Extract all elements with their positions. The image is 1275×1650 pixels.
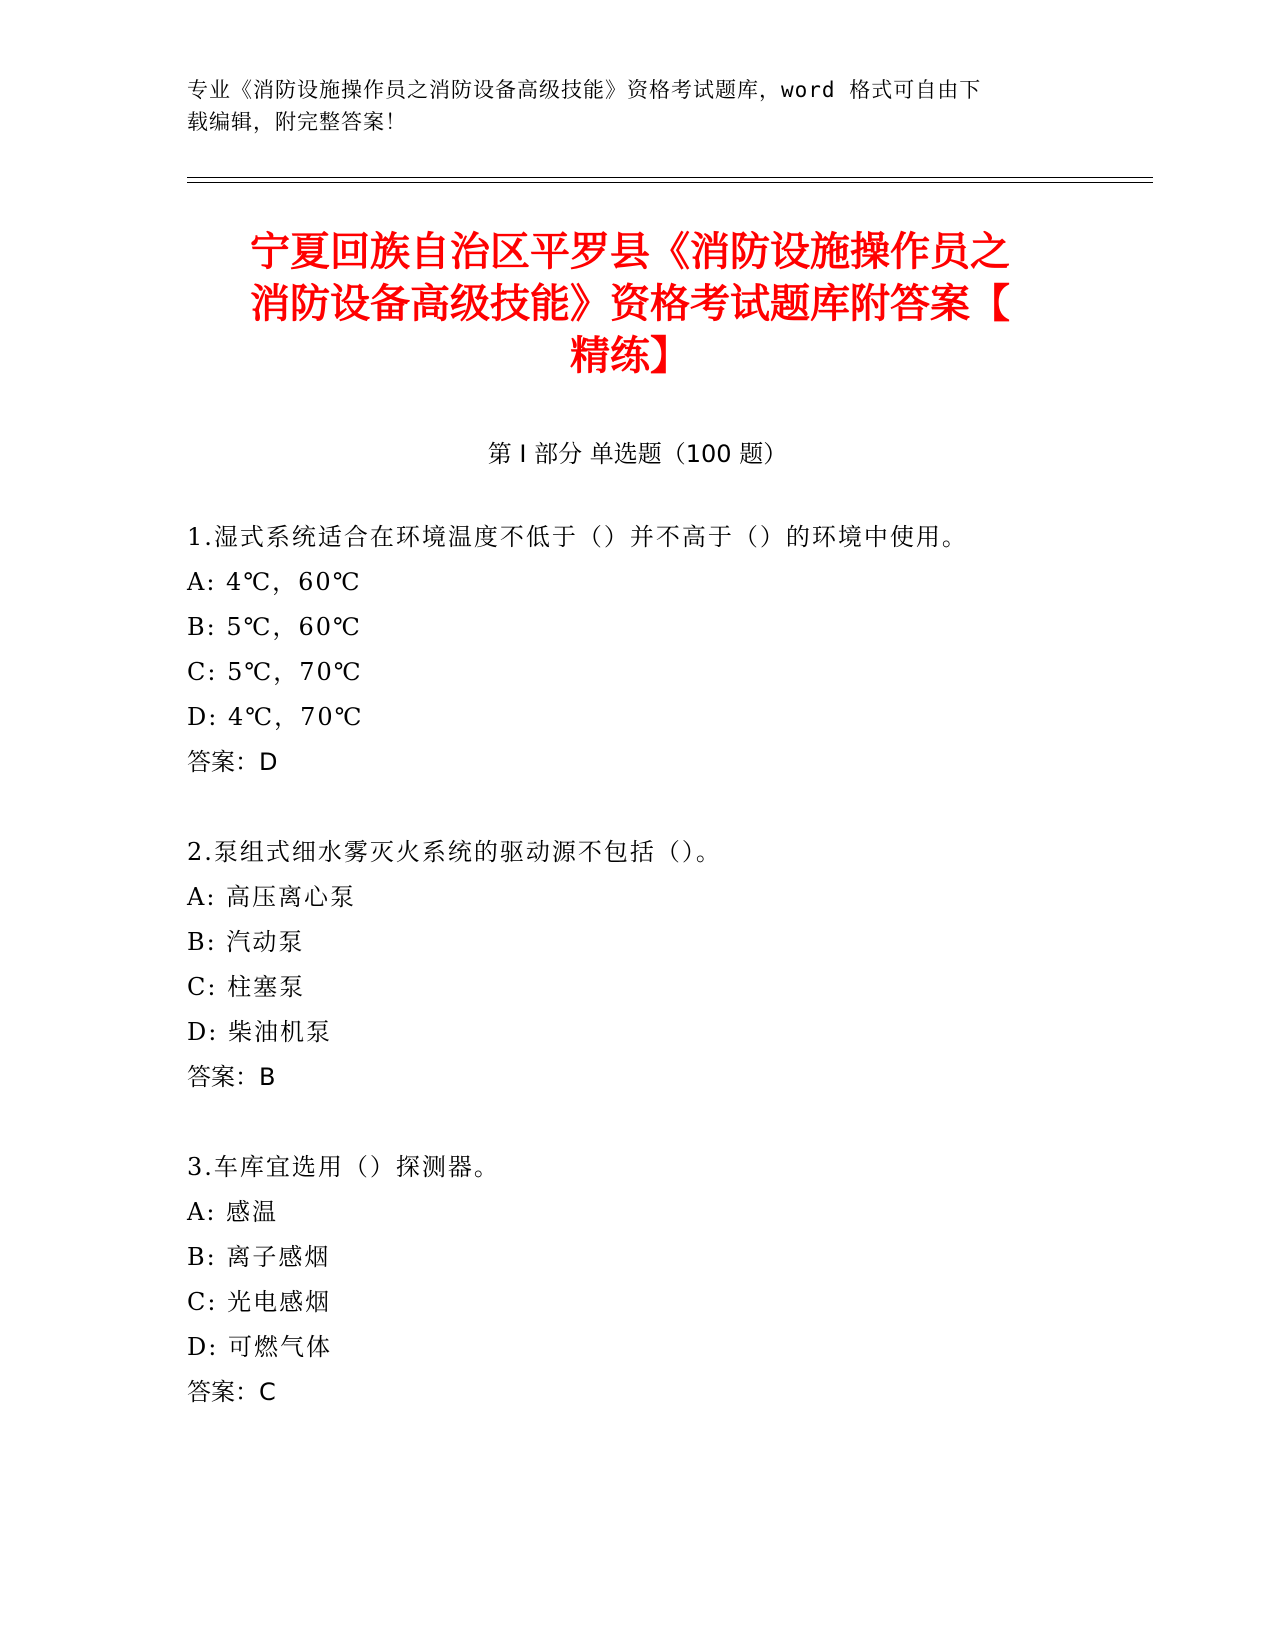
document-title-line-1: 宁夏回族自治区平罗县《消防设施操作员之 bbox=[250, 229, 1010, 275]
question-1 bbox=[187, 515, 1087, 785]
header-note-line-1: 专业《消防设施操作员之消防设备高级技能》资格考试题库，word 格式可自由下 bbox=[187, 78, 982, 102]
document-title-line-3: 精练】 bbox=[570, 333, 690, 379]
option-a: A: 高压离心泵 bbox=[187, 883, 357, 911]
question-stem: 3.车库宜选用（）探测器。 bbox=[187, 1153, 500, 1181]
option-b: B: 汽动泵 bbox=[187, 928, 305, 956]
option-d: D: 4℃，70℃ bbox=[187, 703, 364, 731]
option-c: C: 光电感烟 bbox=[187, 1288, 332, 1316]
document-title bbox=[180, 226, 1080, 382]
option-b: B: 离子感烟 bbox=[187, 1243, 331, 1271]
question-2 bbox=[187, 830, 1087, 1100]
answer: 答案：C bbox=[187, 1378, 276, 1406]
answer: 答案：B bbox=[187, 1063, 276, 1091]
header-note bbox=[187, 74, 1067, 138]
section-heading: 第 I 部分 单选题（100 题） bbox=[487, 440, 788, 468]
question-stem: 1.湿式系统适合在环境温度不低于（）并不高于（）的环境中使用。 bbox=[187, 523, 968, 551]
option-c: C: 5℃，70℃ bbox=[187, 658, 363, 686]
question-3 bbox=[187, 1145, 1087, 1415]
option-c: C: 柱塞泵 bbox=[187, 973, 306, 1001]
option-d: D: 可燃气体 bbox=[187, 1333, 332, 1361]
header-divider-top bbox=[187, 177, 1153, 178]
document-title-line-2: 消防设备高级技能》资格考试题库附答案【 bbox=[250, 281, 1010, 327]
header-divider-bottom bbox=[187, 182, 1153, 183]
option-b: B: 5℃，60℃ bbox=[187, 613, 362, 641]
question-stem: 2.泵组式细水雾灭火系统的驱动源不包括（）。 bbox=[187, 838, 722, 866]
option-a: A: 4℃，60℃ bbox=[187, 568, 362, 596]
option-a: A: 感温 bbox=[187, 1198, 279, 1226]
header-note-line-2: 载编辑，附完整答案！ bbox=[187, 110, 407, 134]
option-d: D: 柴油机泵 bbox=[187, 1018, 332, 1046]
answer: 答案：D bbox=[187, 748, 278, 776]
